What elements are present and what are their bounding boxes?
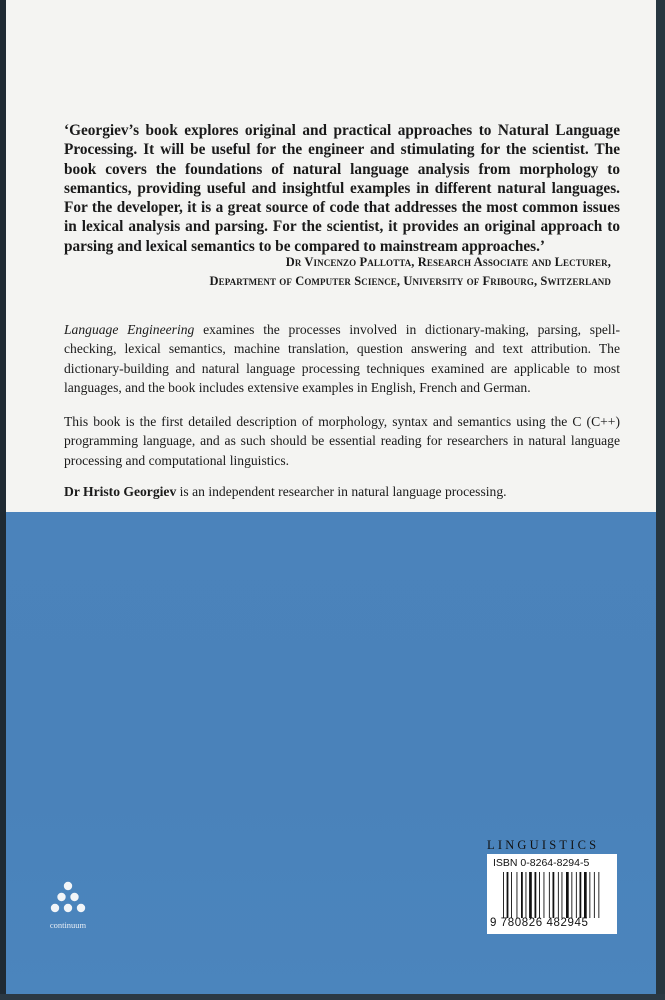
- isbn-text: ISBN 0-8264-8294-5: [493, 857, 590, 869]
- endorsement-quote: ‘Georgiev’s book explores original and practical approaches to Natural Language Processing. It will be useful for the engineer and stimulating for the scientist. The book covers the foundations of natural language analysis from morphology to semantics, providing useful and insightful examples in different natural languages. For the developer, it is a great source of code that addresses the most common issues in lexical analysis and parsing. For the scientist, it provides an original approach to parsing and lexical semantics to be compared to mainstream approaches.’: [64, 122, 620, 255]
- description-paragraph-1-text: examines the processes involved in dictionary-making, parsing, spell-checking, lexical semantics, machine translation, question answering and text attribution. The dictionary-building and natural language processing techniques examined are applicable to most languages, and the book includes extensive examples in English, French and German.: [64, 322, 621, 396]
- endorsement-author: Dr Vincenzo Pallotta, Research Associate and Lecturer,: [285, 255, 611, 269]
- book-title-inline: Language Engineering: [64, 322, 195, 337]
- author-name: Dr Hristo Georgiev: [64, 484, 177, 499]
- author-bio: [64, 482, 620, 501]
- book-spine-edge: [656, 0, 665, 1000]
- category-label: LINGUISTICS: [487, 838, 600, 852]
- book-bottom-edge: [0, 994, 665, 1000]
- description-paragraph-1: [64, 320, 620, 398]
- barcode: [487, 854, 617, 934]
- description-paragraph-2: This book is the first detailed description of morphology, syntax and semantics using the C (C++) programming language, and as such should be essential reading for researchers in natural language processing and computational linguistics.: [64, 414, 620, 468]
- ean-number: 9 780826 482945: [490, 917, 589, 929]
- publisher-name: continuum: [49, 920, 87, 930]
- barcode-bars: [503, 872, 613, 918]
- endorsement-affiliation: Department of Computer Science, University of Fribourg, Switzerland: [209, 274, 611, 288]
- author-bio-text: is an independent researcher in natural language processing.: [176, 484, 507, 499]
